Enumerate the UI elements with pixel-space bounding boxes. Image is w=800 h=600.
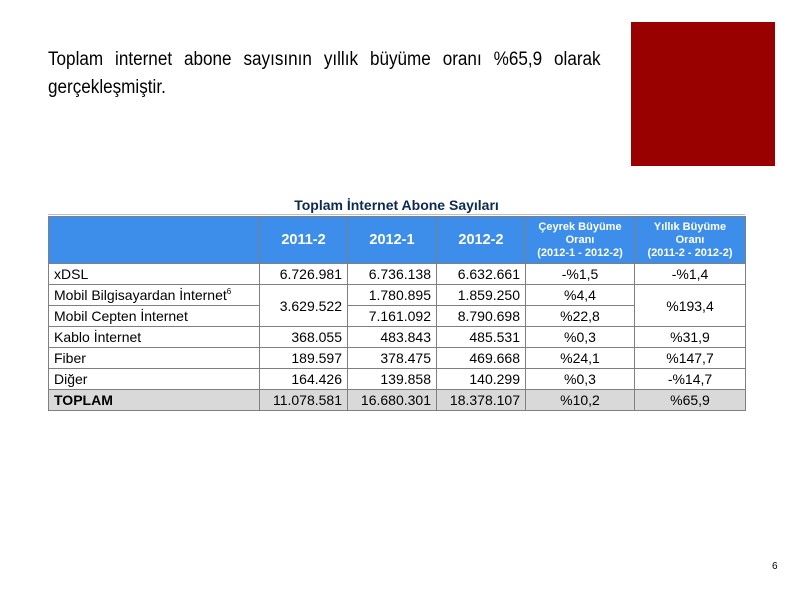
cell-2012-1: 6.736.138 [348, 264, 437, 285]
row-label: Diğer [49, 369, 260, 390]
page-number: 6 [772, 561, 778, 572]
header-quarter-growth [526, 217, 635, 264]
row-label: xDSL [49, 264, 260, 285]
cell-2011-2: 368.055 [260, 327, 348, 348]
cell-2011-2: 164.426 [260, 369, 348, 390]
cell-quarter-growth: %10,2 [526, 390, 635, 411]
cell-2011-2-mobile-combined: 3.629.522 [260, 285, 348, 327]
header-2011-2: 2011-2 [260, 217, 348, 264]
row-label: TOPLAM [49, 390, 260, 411]
cell-2012-1: 378.475 [348, 348, 437, 369]
header-annual-growth-label: Yıllık Büyüme Oranı [653, 220, 727, 246]
table-row-diger [49, 369, 746, 390]
cell-quarter-growth: %0,3 [526, 327, 635, 348]
header-2012-1: 2012-1 [348, 217, 437, 264]
cell-2012-2: 469.668 [437, 348, 526, 369]
cell-quarter-growth: %24,1 [526, 348, 635, 369]
header-quarter-growth-range: (2012-1 - 2012-2) [537, 246, 623, 259]
cell-annual-growth: %147,7 [635, 348, 746, 369]
intro-text: Toplam internet abone sayısının yıllık büyüme oranı %65,9 olarak gerçekleşmiştir. [48, 49, 601, 98]
cell-2012-2: 18.378.107 [437, 390, 526, 411]
title-divider [48, 214, 745, 215]
subscriber-table [48, 216, 746, 411]
row-label-text: Mobil Bilgisayardan İnternet [54, 287, 227, 303]
cell-2012-1: 139.858 [348, 369, 437, 390]
cell-2012-1: 1.780.895 [348, 285, 437, 306]
cell-quarter-growth: %4,4 [526, 285, 635, 306]
cell-2012-2: 1.859.250 [437, 285, 526, 306]
cell-annual-growth: %65,9 [635, 390, 746, 411]
row-label: Fiber [49, 348, 260, 369]
accent-red-box [631, 22, 775, 166]
row-label: Kablo İnternet [49, 327, 260, 348]
row-label: Mobil Cepten İnternet [49, 306, 260, 327]
cell-2011-2: 6.726.981 [260, 264, 348, 285]
cell-annual-growth: -%14,7 [635, 369, 746, 390]
cell-2012-1: 7.161.092 [348, 306, 437, 327]
cell-2012-2: 140.299 [437, 369, 526, 390]
cell-quarter-growth: %22,8 [526, 306, 635, 327]
header-row [49, 217, 746, 264]
table-row-fiber [49, 348, 746, 369]
cell-2011-2: 189.597 [260, 348, 348, 369]
cell-2011-2: 11.078.581 [260, 390, 348, 411]
table-row-xdsl [49, 264, 746, 285]
header-blank [49, 217, 260, 264]
cell-2012-2: 6.632.661 [437, 264, 526, 285]
header-2012-2: 2012-2 [437, 217, 526, 264]
cell-annual-growth: -%1,4 [635, 264, 746, 285]
cell-2012-2: 485.531 [437, 327, 526, 348]
cell-quarter-growth: %0,3 [526, 369, 635, 390]
table-row-total [49, 390, 746, 411]
cell-2012-1: 16.680.301 [348, 390, 437, 411]
cell-quarter-growth: -%1,5 [526, 264, 635, 285]
cell-annual-growth-mobile-combined: %193,4 [635, 285, 746, 327]
header-annual-growth-range: (2011-2 - 2012-2) [647, 246, 733, 259]
cell-2012-1: 483.843 [348, 327, 437, 348]
header-quarter-growth-label: Çeyrek Büyüme Oranı [538, 220, 622, 246]
table-row-kablo [49, 327, 746, 348]
cell-2012-2: 8.790.698 [437, 306, 526, 327]
header-annual-growth [635, 217, 746, 264]
footnote-marker: 6 [226, 287, 232, 296]
table-title: Toplam İnternet Abone Sayıları [294, 197, 499, 213]
row-label [49, 285, 260, 306]
table-row-mobil-bilgisayar [49, 285, 746, 306]
cell-annual-growth: %31,9 [635, 327, 746, 348]
